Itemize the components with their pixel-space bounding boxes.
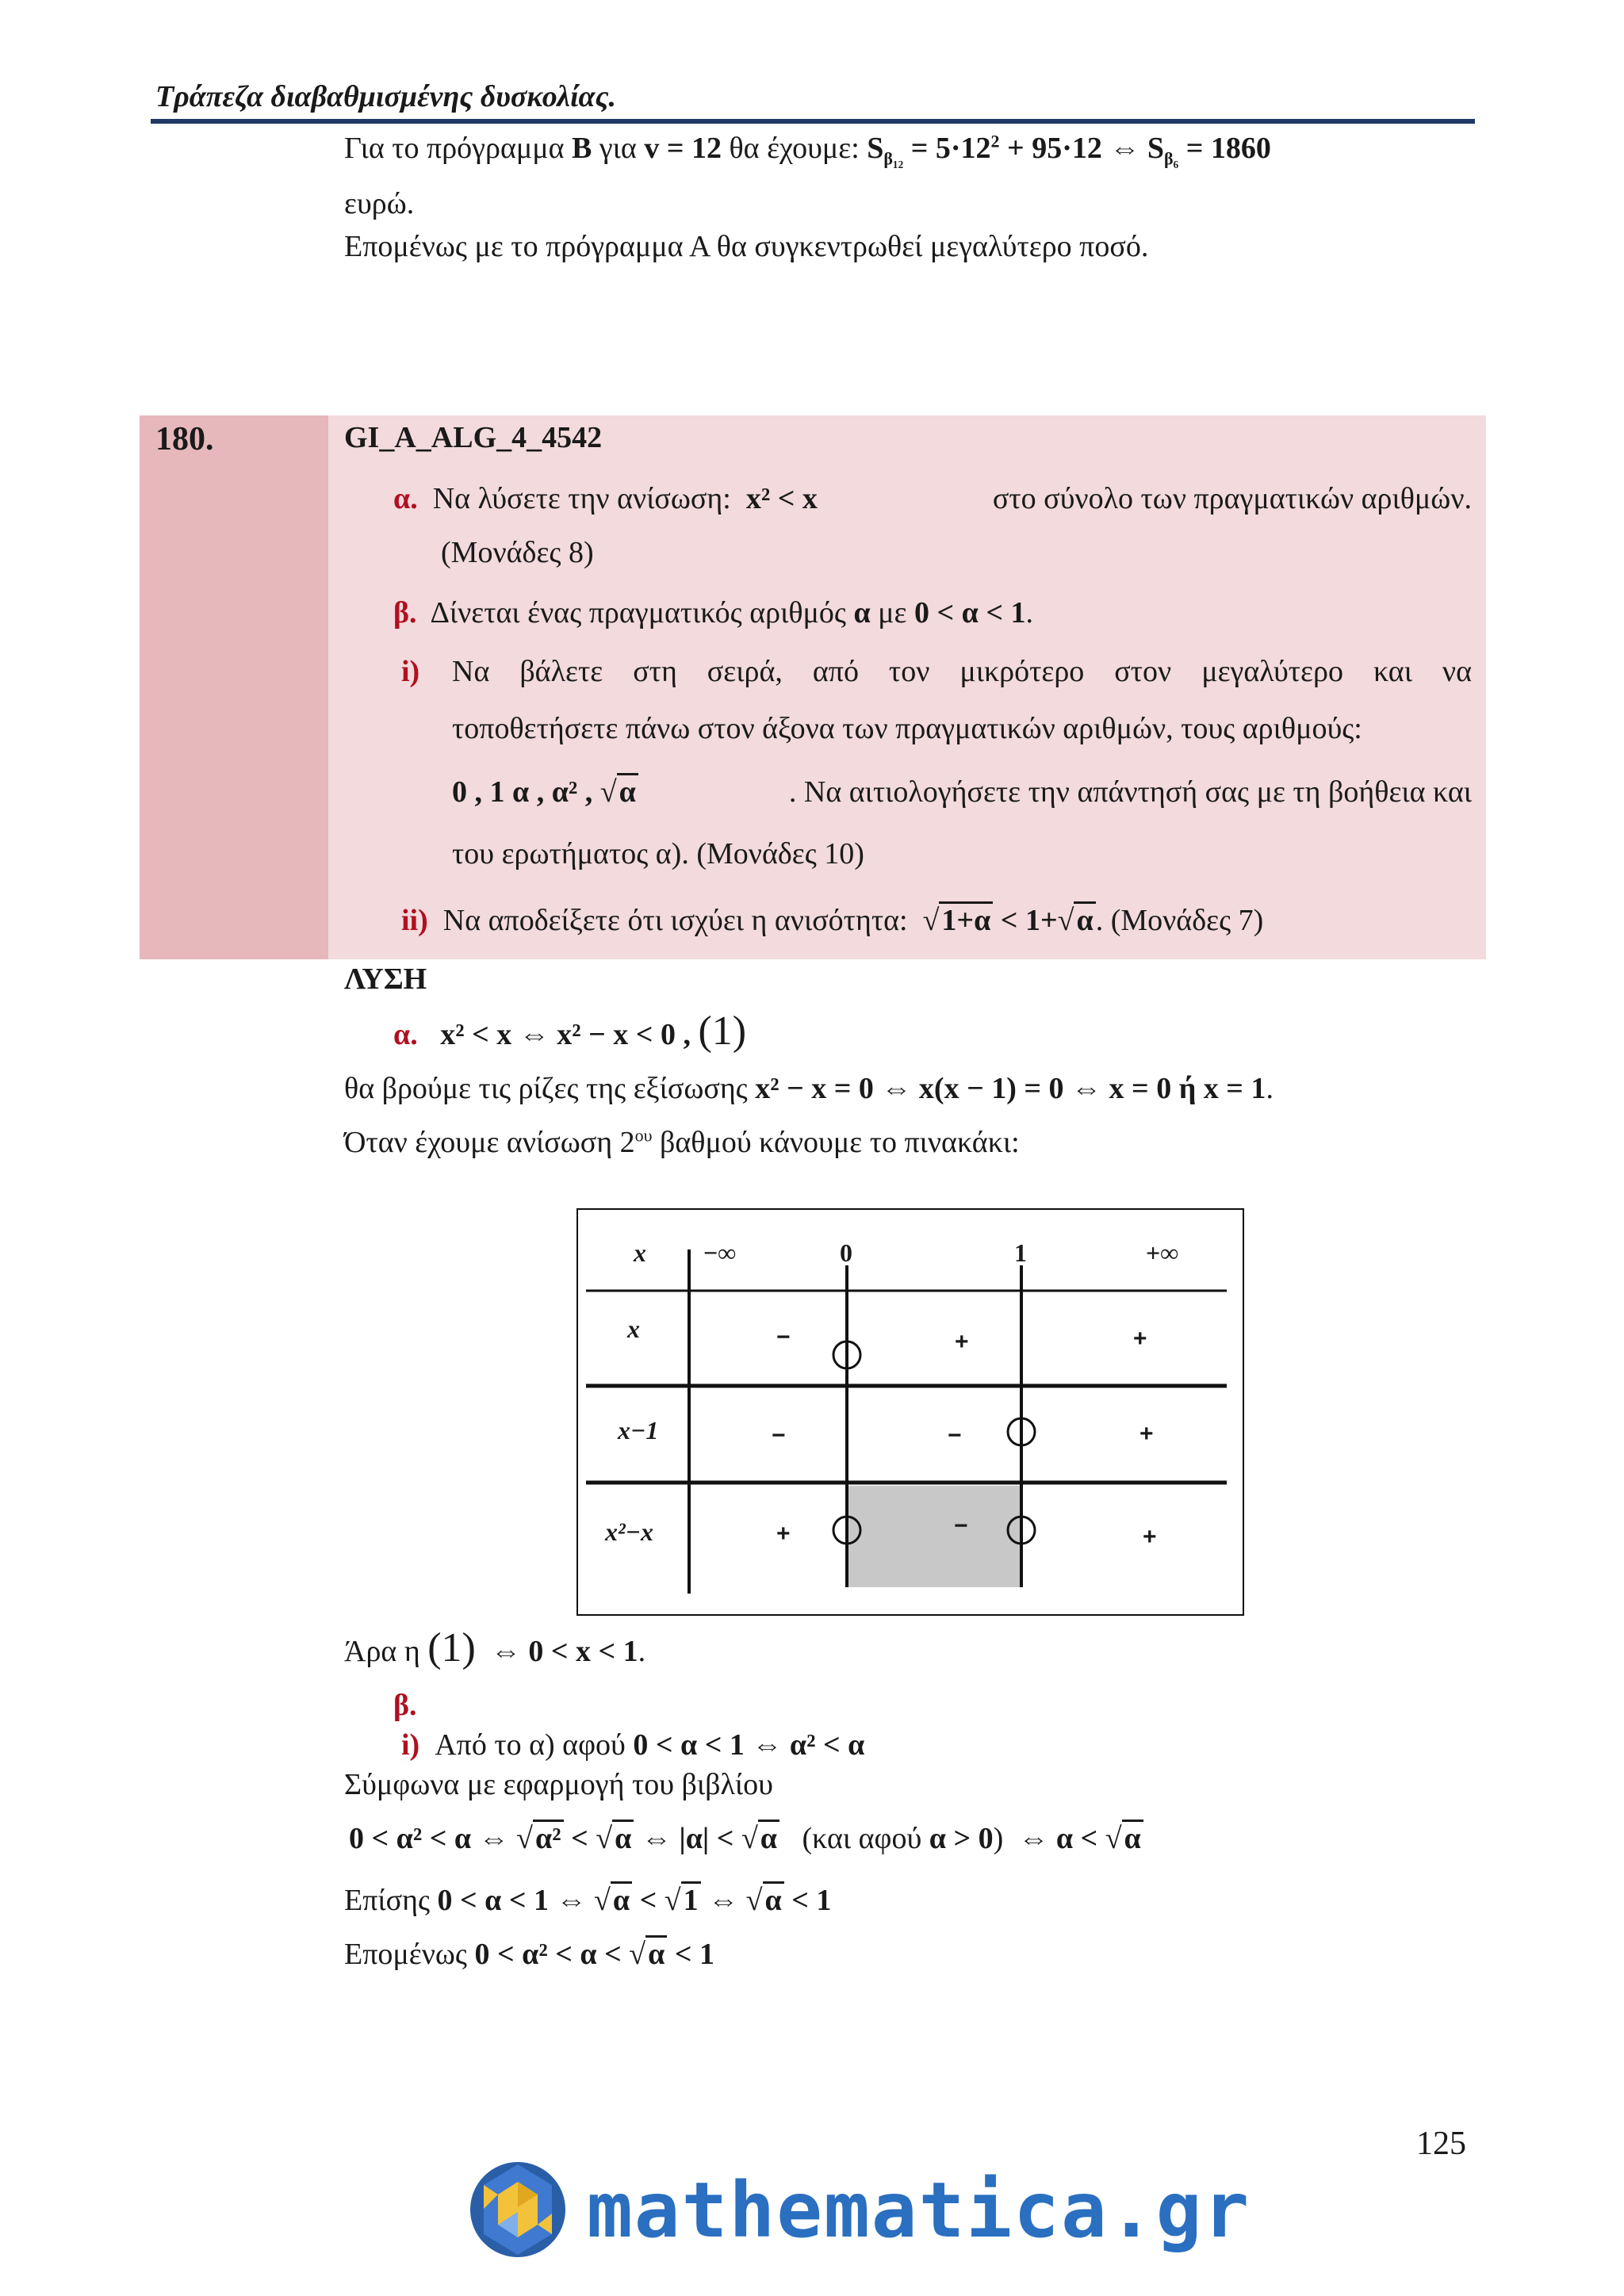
solution-a-label: α. xyxy=(393,1018,418,1051)
page-number: 125 xyxy=(1416,2126,1466,2162)
problem-b-alpha: α xyxy=(853,596,871,629)
problem-b-me: με xyxy=(878,596,907,629)
eq2-part: < xyxy=(639,1884,657,1917)
problem-bi-text4: του ερωτήματος α). (Μονάδες 10) xyxy=(452,837,864,871)
eq1-cond: α > 0 xyxy=(929,1822,994,1855)
problem-code: GI_A_ALG_4_4542 xyxy=(344,421,603,454)
sign: + xyxy=(1139,1421,1154,1447)
problem-bii-text: Να αποδείξετε ότι ισχύει η ανισότητα: xyxy=(442,904,908,937)
row-label-x2-minus-x: x²−x xyxy=(605,1517,653,1546)
problem-b-text: Δίνεται ένας πραγματικός αριθμός xyxy=(430,596,846,629)
problem-bii-sqrt2: α xyxy=(1074,901,1095,937)
intro-sup: ου xyxy=(634,1125,653,1146)
solution-bi-line xyxy=(401,1725,864,1765)
problem-bii-label: ii) xyxy=(401,904,428,937)
solution-table-intro xyxy=(344,1123,1020,1162)
problem-a-label: α. xyxy=(393,482,418,515)
sqrt-sign: √ xyxy=(599,775,617,809)
eq3-part: 0 < α² < α < xyxy=(474,1938,622,1971)
logo-text: mathematica.gr xyxy=(587,2166,1251,2255)
formula-s2: S xyxy=(1147,132,1165,165)
eq1-sqrt: α xyxy=(1122,1820,1143,1855)
sign: + xyxy=(776,1521,791,1547)
negative-region-shade xyxy=(847,1486,1021,1587)
formula-mid: = 5·12 xyxy=(910,132,991,165)
eq1-part: < xyxy=(571,1822,588,1855)
sqrt-sign: √ xyxy=(516,1822,533,1855)
problem-a-text: Να λύσετε την ανίσωση: xyxy=(432,482,731,515)
problem-number: 180. xyxy=(155,421,214,457)
problem-number-cell xyxy=(140,415,328,959)
prev-formula xyxy=(867,131,1271,169)
sqrt-sign: √ xyxy=(922,904,940,937)
prev-v: v = 12 xyxy=(644,132,722,165)
problem-b-line xyxy=(393,593,1033,633)
problem-a-text-post: στο σύνολο των πραγματικών αριθμών. xyxy=(992,482,1472,515)
formula-sub2: β₆ xyxy=(1164,148,1179,169)
header-rule xyxy=(151,119,1475,124)
solution-title: ΛΥΣΗ xyxy=(344,962,427,996)
problem-bi-line3 xyxy=(452,772,1472,812)
ara-ref: (1) xyxy=(427,1625,476,1670)
sign: + xyxy=(1133,1326,1147,1352)
solution-bi-label: i) xyxy=(401,1728,420,1762)
eq1-part: 0 < α² < α ⇔ xyxy=(349,1822,509,1855)
solution-a-ref: (1) xyxy=(698,1008,747,1054)
problem-b-dot: . xyxy=(1025,596,1034,629)
sign: − xyxy=(954,1513,968,1539)
sqrt-sign: √ xyxy=(629,1938,646,1971)
problem-a-line xyxy=(393,479,1472,519)
sign: − xyxy=(772,1422,786,1448)
sqrt-sign: √ xyxy=(745,1884,763,1917)
eq2-part: 0 < α < 1 ⇔ xyxy=(437,1884,587,1917)
sign-table xyxy=(576,1208,1244,1616)
sqrt-sign: √ xyxy=(664,1884,681,1917)
eq1-sqrt: α xyxy=(758,1820,779,1855)
prev-line-1 xyxy=(344,128,1271,168)
solution-roots-line xyxy=(344,1069,1274,1108)
intro-text-post: βαθμού κάνουμε το πινακάκι: xyxy=(660,1126,1020,1159)
eq1-sqrt: α² xyxy=(533,1820,564,1855)
sqrt-sign: √ xyxy=(1105,1822,1122,1855)
sign: + xyxy=(1143,1524,1157,1550)
solution-eq-line-1 xyxy=(349,1819,1143,1858)
problem-a-ineq: x² < x xyxy=(745,482,818,515)
problem-a-units: (Μονάδες 8) xyxy=(441,536,594,569)
row-label-x-minus-1: x−1 xyxy=(618,1416,659,1445)
sign: + xyxy=(955,1329,969,1355)
eq2-sqrt: α xyxy=(763,1881,784,1917)
epomenos-text: Επομένως xyxy=(344,1938,467,1971)
prev-line-3: Επομένως με το πρόγραμμα Α θα συγκεντρωθεί μεγαλύτερο ποσό. xyxy=(344,230,1149,263)
formula-end: = 1860 xyxy=(1185,132,1271,165)
problem-bi-sqrt: α xyxy=(617,773,638,809)
problem-b-ineq: 0 < α < 1 xyxy=(914,596,1026,629)
problem-bi-label: i) xyxy=(401,655,420,688)
problem-bi-nums: 0 , 1 α , α² , xyxy=(452,775,593,809)
eq1-sqrt: α xyxy=(612,1820,634,1855)
page-header-title: Τράπεζα διαβαθμισμένης δυσκολίας. xyxy=(155,80,617,113)
eq1-paren: (και αφού xyxy=(802,1822,922,1855)
problem-bii-line xyxy=(401,901,1263,940)
problem-bii-sqrt1: 1+α xyxy=(939,901,993,937)
solution-a-line xyxy=(393,1008,747,1054)
solution-book-line: Σύμφωνα με εφαρμογή του βιβλίου xyxy=(344,1768,773,1801)
formula-exp: 2 xyxy=(990,131,1000,151)
solution-eq-line-3 xyxy=(344,1934,714,1974)
solution-roots-text: θα βρούμε τις ρίζες της εξίσωσης xyxy=(344,1072,748,1105)
eq2-sqrt: α xyxy=(611,1881,632,1917)
problem-bi-text2: τοποθετήσετε πάνω στον άξονα των πραγματικών αριθμών, τους αριθμούς: xyxy=(452,712,1362,745)
table-header-minus-inf: −∞ xyxy=(703,1238,737,1267)
sqrt-sign: √ xyxy=(596,1822,613,1855)
solution-roots-dot: . xyxy=(1266,1072,1274,1105)
eq1-part: ⇔ α < xyxy=(1018,1822,1098,1855)
eq2-sqrt: 1 xyxy=(681,1881,701,1917)
sqrt-sign: √ xyxy=(741,1822,758,1855)
solution-eq-line-2 xyxy=(344,1881,831,1920)
sign-table-grid xyxy=(578,1210,1243,1614)
eq3-sqrt: α xyxy=(645,1935,667,1971)
row-label-x: x xyxy=(627,1314,640,1343)
solution-ara-line xyxy=(344,1625,646,1671)
logo-icon xyxy=(466,2158,569,2265)
episis-text: Επίσης xyxy=(344,1884,431,1917)
ara-text: Άρα η xyxy=(344,1635,420,1668)
problem-bii-mid: < 1+ xyxy=(1000,904,1058,937)
solution-roots-eq: x² − x = 0 ⇔ x(x − 1) = 0 ⇔ x = 0 ή x = 1 xyxy=(755,1072,1266,1105)
solution-a-ineq: x² < x ⇔ x² − x < 0 , xyxy=(440,1018,691,1051)
ara-dot: . xyxy=(638,1635,646,1668)
table-header-x: x xyxy=(634,1238,646,1267)
sqrt-sign: √ xyxy=(594,1884,611,1917)
prev-text: θα έχουμε: xyxy=(729,132,860,165)
prev-prog: B xyxy=(572,132,592,165)
problem-bi-text1: Να βάλετε στη σειρά, από τον μικρότερο στον μεγαλύτερο και να xyxy=(452,655,1472,688)
prev-line-2: ευρώ. xyxy=(344,187,415,220)
sign: − xyxy=(776,1324,791,1350)
eq1-close: ) xyxy=(993,1822,1004,1855)
eq3-part: < 1 xyxy=(674,1938,714,1971)
solution-bi-text: Από το α) αφού xyxy=(435,1728,626,1762)
problem-bi-text3: . Να αιτιολογήσετε την απάντησή σας με τη βοήθεια και xyxy=(788,775,1472,809)
table-header-plus-inf: +∞ xyxy=(1146,1238,1179,1267)
ara-ineq: ⇔ 0 < x < 1 xyxy=(490,1635,638,1668)
solution-b-label: β. xyxy=(393,1689,417,1722)
formula-sub: β₁₂ xyxy=(883,148,904,169)
problem-b-label: β. xyxy=(393,596,417,629)
sign: − xyxy=(948,1422,962,1448)
prev-text: για xyxy=(599,132,637,165)
table-header-zero: 0 xyxy=(840,1238,852,1267)
formula-s: S xyxy=(867,132,884,165)
intro-text: Όταν έχουμε ανίσωση 2 xyxy=(344,1126,635,1159)
solution-bi-eq: 0 < α < 1 ⇔ α² < α xyxy=(633,1728,865,1762)
formula-rest: + 95·12 ⇔ xyxy=(1007,132,1140,165)
eq2-part: ⇔ xyxy=(708,1884,739,1917)
table-header-one: 1 xyxy=(1014,1238,1027,1267)
eq2-part: < 1 xyxy=(791,1884,832,1917)
problem-bii-text-post: . (Μονάδες 7) xyxy=(1095,904,1264,937)
eq1-part: ⇔ |α| < xyxy=(641,1822,734,1855)
prev-text: Για το πρόγραμμα xyxy=(344,132,565,165)
sqrt-sign: √ xyxy=(1057,904,1074,937)
